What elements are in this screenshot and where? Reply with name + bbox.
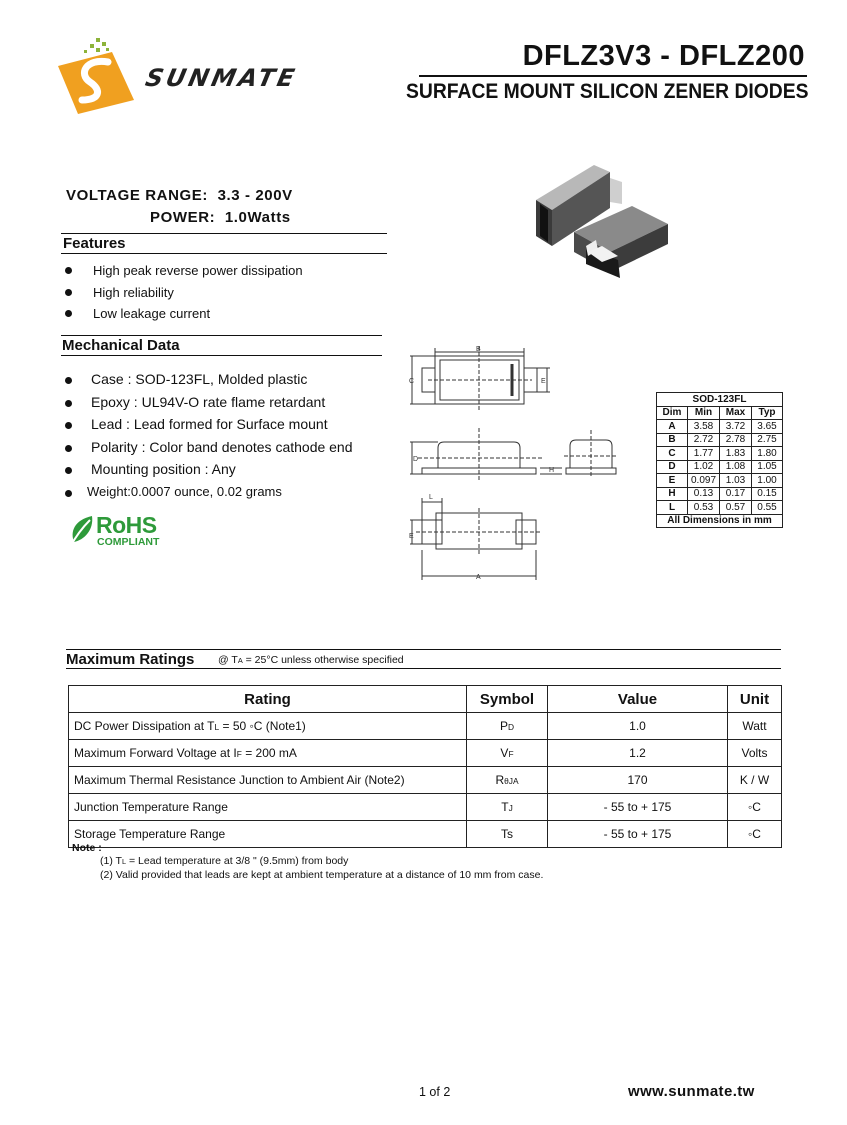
table-row: H 0.13 0.17 0.15 [657,487,783,501]
bullet-icon [65,310,72,317]
table-row: Storage Temperature Range Ts - 55 to + 175 ◦C [69,821,782,848]
features-list [65,263,303,328]
title-rule [419,75,807,77]
voltage-range [66,187,293,204]
mechanical-list [65,371,353,506]
dim-label-d: D [413,456,419,463]
website-link[interactable]: www.sunmate.tw [628,1083,755,1100]
dimensions-table [656,392,783,528]
table-row: A 3.58 3.72 3.65 [657,420,783,434]
bullet-icon [65,289,72,296]
mechanical-bottom-rule [61,355,382,356]
bullet-icon [65,400,72,407]
voltage-value: 3.3 - 200V [217,187,293,204]
table-row: DC Power Dissipation at TL = 50 ◦C (Note1) PD 1.0 Watt [69,713,782,740]
list-item: Polarity : Color band denotes cathode end [65,439,353,462]
bullet-icon [65,377,72,384]
table-header-row: Rating Symbol Value Unit [69,686,782,713]
bullet-icon [65,467,72,474]
mechanical-heading: Mechanical Data [62,337,180,354]
note-label: Note : [72,842,102,854]
bullet-icon [65,445,72,452]
list-item: Lead : Lead formed for Surface mount [65,416,353,439]
features-bottom-rule [61,253,387,254]
features-heading: Features [63,235,126,252]
ratings-heading: Maximum Ratings [66,651,195,668]
dim-label-l: L [429,494,433,501]
table-row: Maximum Thermal Resistance Junction to Ambient Air (Note2) RθJA 170 K / W [69,767,782,794]
bullet-icon [65,267,72,274]
list-item: High peak reverse power dissipation [65,263,303,285]
power-value: 1.0Watts [224,209,291,226]
list-item: Epoxy : UL94V-O rate flame retardant [65,394,353,417]
brand-wordmark: SUNMATE [143,64,300,92]
list-item: Weight:0.0007 ounce, 0.02 grams [65,484,353,507]
list-item: High reliability [65,285,303,307]
table-row: Maximum Forward Voltage at IF = 200 mA VF 1.2 Volts [69,740,782,767]
list-item: Case : SOD-123FL, Molded plastic [65,371,353,394]
rohs-text: RoHS [96,512,157,538]
bullet-icon [65,490,72,497]
bullet-icon [65,422,72,429]
ratings-bottom-rule [66,668,781,669]
mechanical-top-rule [61,335,382,336]
table-row: L 0.53 0.57 0.55 [657,501,783,515]
package-photo [528,160,678,285]
note-2: (2) Valid provided that leads are kept at ambient temperature at a distance of 10 mm from case. [100,869,544,881]
table-row: Junction Temperature Range TJ - 55 to + 175 ◦C [69,794,782,821]
power-rating [150,209,291,226]
power-label: POWER: [150,209,216,226]
ratings-top-rule [66,649,781,650]
dim-label-h: H [549,467,555,474]
table-header-row: Dim Min Max Typ [657,406,783,420]
list-item: Low leakage current [65,306,303,328]
table-row: E 0.097 1.03 1.00 [657,474,783,488]
voltage-label: VOLTAGE RANGE: [66,187,209,204]
outline-drawing [402,340,562,590]
dim-label-a: A [476,574,481,581]
dim-label-c: C [409,378,415,385]
dims-table-title: SOD-123FL [657,393,783,407]
end-view-drawing [562,428,622,478]
rohs-compliant-text: COMPLIANT [97,536,160,548]
ratings-table [68,685,782,848]
ratings-condition: @ TA = 25°C unless otherwise specified [218,654,404,666]
dims-table-footer: All Dimensions in mm [657,514,783,528]
page-number: 1 of 2 [419,1085,451,1099]
table-row: C 1.77 1.83 1.80 [657,447,783,461]
table-row: D 1.02 1.08 1.05 [657,460,783,474]
list-item: Mounting position : Any [65,461,353,484]
dim-label-b: B [476,346,481,353]
features-top-rule [61,233,387,234]
note-1: (1) TL = Lead temperature at 3/8 " (9.5mm) from body [100,855,349,867]
dim-label-e-top: E [541,378,546,385]
sunmate-logo-icon [56,38,138,114]
dim-label-e-bottom: E [409,533,414,540]
table-row: B 2.72 2.78 2.75 [657,433,783,447]
page-title: DFLZ3V3 - DFLZ200 [522,40,805,72]
rohs-leaf-icon [68,514,96,548]
page-subtitle: SURFACE MOUNT SILICON ZENER DIODES [406,80,809,103]
